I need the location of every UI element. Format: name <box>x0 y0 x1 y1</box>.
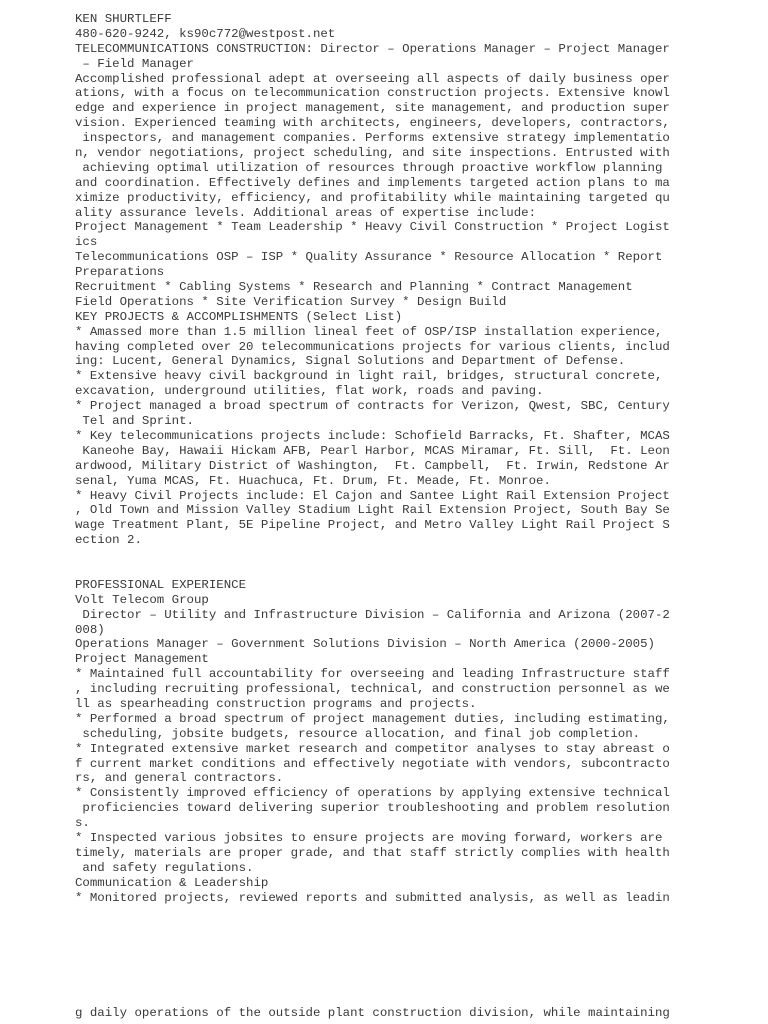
summary-line: edge and experience in project management, site management, and production super <box>75 101 670 116</box>
summary-line: ality assurance levels. Additional areas of expertise include: <box>75 205 537 220</box>
key-projects-line: Tel and Sprint. <box>75 414 194 429</box>
experience-line: proficiencies toward delivering superior troubleshooting and problem resolution <box>75 801 670 816</box>
experience-line: * Maintained full accountability for overseeing and leading Infrastructure staff <box>75 667 670 682</box>
key-projects-line: having completed over 20 telecommunications projects for various clients, includ <box>75 339 670 354</box>
summary-line: vision. Experienced teaming with architects, engineers, developers, contractors, <box>75 116 670 131</box>
key-projects-line: * Key telecommunications projects include: Schofield Barracks, Ft. Shafter, MCAS <box>75 428 670 443</box>
experience-line: timely, materials are proper grade, and that staff strictly complies with health <box>75 845 670 860</box>
experience-line: and safety regulations. <box>75 860 254 875</box>
key-projects-line: Kaneohe Bay, Hawaii Hickam AFB, Pearl Harbor, MCAS Miramar, Ft. Sill, Ft. Leon <box>75 443 670 458</box>
key-projects-line: ection 2. <box>75 533 142 548</box>
summary-line: Accomplished professional adept at overseeing all aspects of daily business oper <box>75 71 670 86</box>
contact-line: 480-620-9242, ks90c772@westpost.net <box>75 26 336 41</box>
experience-line: * Monitored projects, reviewed reports and submitted analysis, as well as leadin <box>75 890 670 905</box>
resume-page <box>75 12 685 905</box>
expertise-line: Recruitment * Cabling Systems * Research and Planning * Contract Management <box>75 280 633 295</box>
summary-line: ations, with a focus on telecommunication construction projects. Extensive knowl <box>75 86 670 101</box>
section-heading-key-projects: KEY PROJECTS & ACCOMPLISHMENTS (Select List) <box>75 309 403 324</box>
blank-line <box>75 548 685 563</box>
key-projects-line: * Project managed a broad spectrum of contracts for Verizon, Qwest, SBC, Century <box>75 399 670 414</box>
expertise-line: Telecommunications OSP – ISP * Quality Assurance * Resource Allocation * Report <box>75 250 663 265</box>
key-projects-line: senal, Yuma MCAS, Ft. Huachuca, Ft. Drum, Ft. Meade, Ft. Monroe. <box>75 473 551 488</box>
job-title-line: 008) <box>75 622 105 637</box>
employer-name: Volt Telecom Group <box>75 592 209 607</box>
experience-line: f current market conditions and effectively negotiate with vendors, subcontracto <box>75 756 670 771</box>
experience-line: * Integrated extensive market research and competitor analyses to stay abreast o <box>75 741 670 756</box>
experience-line: ll as spearheading construction programs and projects. <box>75 696 477 711</box>
key-projects-line: * Amassed more than 1.5 million lineal feet of OSP/ISP installation experience, <box>75 324 663 339</box>
headline-line: – Field Manager <box>75 56 194 71</box>
key-projects-line: wage Treatment Plant, 5E Pipeline Project, and Metro Valley Light Rail Project S <box>75 518 670 533</box>
summary-line: achieving optimal utilization of resources through proactive workflow planning <box>75 160 663 175</box>
key-projects-line: * Heavy Civil Projects include: El Cajon and Santee Light Rail Extension Project <box>75 488 670 503</box>
key-projects-line: ing: Lucent, General Dynamics, Signal Solutions and Department of Defense. <box>75 354 626 369</box>
expertise-line: Project Management * Team Leadership * Heavy Civil Construction * Project Logist <box>75 220 670 235</box>
subheading-communication-leadership: Communication & Leadership <box>75 875 269 890</box>
expertise-line: ics <box>75 235 98 250</box>
blank-line <box>75 563 685 578</box>
experience-line: * Inspected various jobsites to ensure projects are moving forward, workers are <box>75 830 663 845</box>
key-projects-line: excavation, underground utilities, flat work, roads and paving. <box>75 384 544 399</box>
header-name: KEN SHURTLEFF <box>75 12 172 26</box>
experience-line: rs, and general contractors. <box>75 771 284 786</box>
key-projects-line: , Old Town and Mission Valley Stadium Light Rail Extension Project, South Bay Se <box>75 503 670 518</box>
summary-line: ximize productivity, efficiency, and profitability while maintaining targeted qu <box>75 190 670 205</box>
expertise-line: Preparations <box>75 265 165 280</box>
summary-line: inspectors, and management companies. Performs extensive strategy implementatio <box>75 131 670 146</box>
key-projects-line: ardwood, Military District of Washington, Ft. Campbell, Ft. Irwin, Redstone Ar <box>75 458 670 473</box>
job-title-line: Director – Utility and Infrastructure Division – California and Arizona (2007-2 <box>75 607 670 622</box>
key-projects-line: * Extensive heavy civil background in light rail, bridges, structural concrete, <box>75 369 663 384</box>
job-title-line: Operations Manager – Government Solutions Division – North America (2000-2005) <box>75 637 655 652</box>
summary-line: and coordination. Effectively defines and implements targeted action plans to ma <box>75 175 670 190</box>
headline-line: TELECOMMUNICATIONS CONSTRUCTION: Director – Operations Manager – Project Manager <box>75 41 670 56</box>
summary-line: n, vendor negotiations, project scheduling, and site inspections. Entrusted with <box>75 146 670 161</box>
expertise-line: Field Operations * Site Verification Survey * Design Build <box>75 294 507 309</box>
experience-line: scheduling, jobsite budgets, resource allocation, and final job completion. <box>75 726 641 741</box>
section-heading-experience: PROFESSIONAL EXPERIENCE <box>75 577 247 592</box>
experience-line: * Consistently improved efficiency of operations by applying extensive technical <box>75 786 670 801</box>
experience-line: * Performed a broad spectrum of project management duties, including estimating, <box>75 711 670 726</box>
subheading-project-management: Project Management <box>75 652 209 667</box>
experience-line: , including recruiting professional, technical, and construction personnel as we <box>75 682 670 697</box>
experience-line: s. <box>75 816 90 831</box>
continuation-line: g daily operations of the outside plant construction division, while maintaining <box>75 1006 670 1020</box>
